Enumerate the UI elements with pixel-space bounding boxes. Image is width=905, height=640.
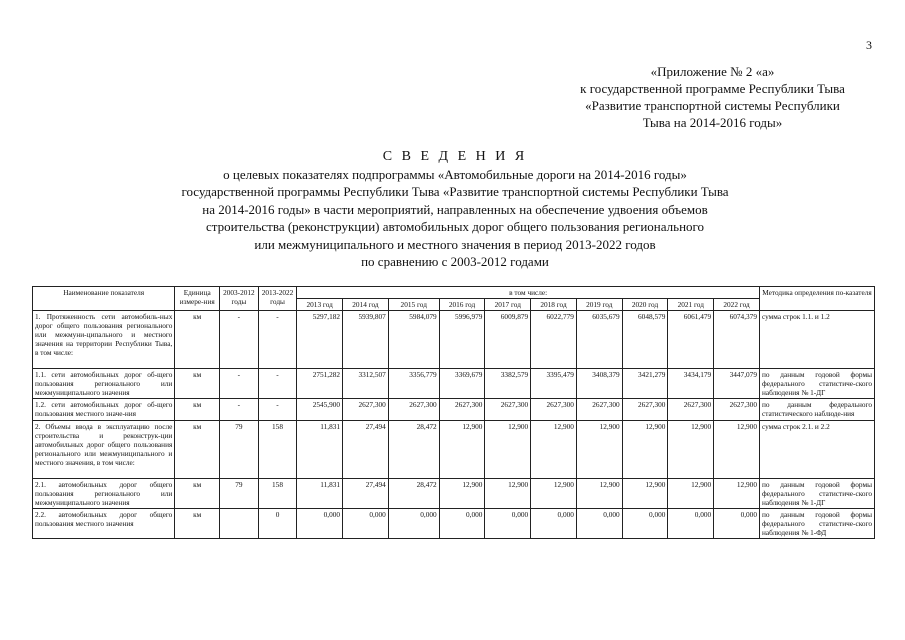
year-value-cell: 0,000 (485, 509, 531, 539)
method-cell: сумма строк 2.1. и 2.2 (759, 421, 874, 479)
year-value-cell: 2627,300 (531, 399, 577, 421)
header-unit: Единица измере-ния (175, 287, 220, 311)
table-row (33, 421, 875, 479)
year-value-cell: 0,000 (439, 509, 485, 539)
year-value-cell: 2627,300 (622, 399, 668, 421)
unit-cell: км (175, 479, 220, 509)
method-cell: по данным федерального статистического наблюде-ния (759, 399, 874, 421)
year-value-cell: 12,900 (714, 479, 760, 509)
year-value-cell: 3421,279 (622, 369, 668, 399)
header-year: 2017 год (485, 299, 531, 311)
unit-cell: км (175, 399, 220, 421)
year-value-cell: 2627,300 (388, 399, 439, 421)
indicator-name-cell: 2.2. автомобильных дорог общего пользования местного значения (33, 509, 175, 539)
appendix-line: Тыва на 2014-2016 годы» (642, 115, 783, 130)
year-value-cell: 0,000 (388, 509, 439, 539)
year-value-cell: 5996,979 (439, 311, 485, 369)
year-value-cell: 5297,182 (297, 311, 343, 369)
year-value-cell: 0,000 (714, 509, 760, 539)
page-number: 3 (866, 38, 872, 52)
year-value-cell: 3395,479 (531, 369, 577, 399)
period-2003-2012-cell: - (220, 311, 259, 369)
year-value-cell: 5939,807 (343, 311, 389, 369)
year-value-cell: 12,900 (622, 479, 668, 509)
year-value-cell: 12,900 (714, 421, 760, 479)
year-value-cell: 6061,479 (668, 311, 714, 369)
year-value-cell: 11,831 (297, 421, 343, 479)
period-2013-2022-cell: - (258, 311, 297, 369)
year-value-cell: 6035,679 (576, 311, 622, 369)
indicator-name-cell: 1. Протяженность сети автомобиль-ных дорог общего пользования регионального или межмуни-ципального и местного значения на территории Республики Тыва, в том числе: (33, 311, 175, 369)
year-value-cell: 0,000 (576, 509, 622, 539)
period-2013-2022-cell: 0 (258, 509, 297, 539)
year-value-cell: 3312,507 (343, 369, 389, 399)
table-row (33, 369, 875, 399)
table-row (33, 479, 875, 509)
header-year: 2020 год (622, 299, 668, 311)
table-row (33, 311, 875, 369)
year-value-cell: 2627,300 (343, 399, 389, 421)
year-value-cell: 27,494 (343, 421, 389, 479)
year-value-cell: 12,900 (439, 479, 485, 509)
year-value-cell: 2751,282 (297, 369, 343, 399)
header-year: 2013 год (297, 299, 343, 311)
period-2003-2012-cell: 79 (220, 421, 259, 479)
unit-cell: км (175, 509, 220, 539)
document-heading (60, 148, 850, 271)
appendix-line: «Приложение № 2 «а» (650, 64, 775, 79)
year-value-cell: 11,831 (297, 479, 343, 509)
period-2003-2012-cell (220, 509, 259, 539)
year-value-cell: 28,472 (388, 421, 439, 479)
year-value-cell: 12,900 (531, 421, 577, 479)
heading-line: о целевых показателях подпрограммы «Автомобильные дороги на 2014-2016 годы» (223, 166, 687, 182)
header-including: в том числе: (297, 287, 760, 299)
header-year: 2015 год (388, 299, 439, 311)
year-value-cell: 12,900 (576, 479, 622, 509)
period-2013-2022-cell: - (258, 369, 297, 399)
year-value-cell: 6074,379 (714, 311, 760, 369)
period-2003-2012-cell: 79 (220, 479, 259, 509)
year-value-cell: 12,900 (622, 421, 668, 479)
appendix-line: «Развитие транспортной системы Республики (585, 98, 840, 113)
header-period-2013-2022: 2013-2022 годы (258, 287, 297, 311)
year-value-cell: 0,000 (343, 509, 389, 539)
unit-cell: км (175, 311, 220, 369)
appendix-block (540, 63, 885, 131)
year-value-cell: 0,000 (531, 509, 577, 539)
indicator-name-cell: 1.1. сети автомобильных дорог об-щего пользования регионального или межмуниципального значения (33, 369, 175, 399)
header-year: 2021 год (668, 299, 714, 311)
period-2013-2022-cell: - (258, 399, 297, 421)
year-value-cell: 12,900 (668, 479, 714, 509)
year-value-cell: 0,000 (622, 509, 668, 539)
indicator-name-cell: 2.1. автомобильных дорог общего пользования регионального или межмуниципального значения (33, 479, 175, 509)
year-value-cell: 2627,300 (576, 399, 622, 421)
year-value-cell: 3356,779 (388, 369, 439, 399)
year-value-cell: 12,900 (485, 479, 531, 509)
appendix-line: к государственной программе Республики Тыва (580, 81, 845, 96)
year-value-cell: 0,000 (297, 509, 343, 539)
method-cell: по данным годовой формы федерального статистиче-ского наблюдения № 1-ДГ (759, 479, 874, 509)
year-value-cell: 12,900 (439, 421, 485, 479)
method-cell: сумма строк 1.1. и 1.2 (759, 311, 874, 369)
indicators-table (32, 286, 875, 539)
unit-cell: км (175, 369, 220, 399)
year-value-cell: 12,900 (576, 421, 622, 479)
header-year: 2016 год (439, 299, 485, 311)
heading-line: государственной программы Республики Тыва «Развитие транспортной системы Республики Тыва (181, 184, 729, 199)
header-name: Наименование показателя (33, 287, 175, 311)
year-value-cell: 27,494 (343, 479, 389, 509)
indicator-name-cell: 1.2. сети автомобильных дорог об-щего пользования местного значе-ния (33, 399, 175, 421)
period-2003-2012-cell: - (220, 369, 259, 399)
heading-line: по сравнению с 2003-2012 годами (361, 254, 549, 269)
year-value-cell: 2545,900 (297, 399, 343, 421)
heading-line: строительства (реконструкции) автомобильных дорог общего пользования регионального (205, 219, 705, 234)
heading-line: на 2014-2016 годы» в части мероприятий, направленных на обеспечение удвоения объемов (202, 201, 708, 217)
header-year: 2014 год (343, 299, 389, 311)
year-value-cell: 3447,079 (714, 369, 760, 399)
period-2003-2012-cell: - (220, 399, 259, 421)
header-year: 2019 год (576, 299, 622, 311)
year-value-cell: 28,472 (388, 479, 439, 509)
year-value-cell: 2627,300 (668, 399, 714, 421)
year-value-cell: 6048,579 (622, 311, 668, 369)
year-value-cell: 0,000 (668, 509, 714, 539)
period-2013-2022-cell: 158 (258, 421, 297, 479)
year-value-cell: 3408,379 (576, 369, 622, 399)
indicator-name-cell: 2. Объемы ввода в эксплуатацию после строительства и реконструк-ции автомобильных дорог общего пользования регионального или межмуниципального и местного значения, в том числе: (33, 421, 175, 479)
year-value-cell: 5984,079 (388, 311, 439, 369)
table-row (33, 399, 875, 421)
year-value-cell: 12,900 (531, 479, 577, 509)
table-row (33, 509, 875, 539)
header-year: 2022 год (714, 299, 760, 311)
year-value-cell: 2627,300 (714, 399, 760, 421)
year-value-cell: 12,900 (668, 421, 714, 479)
method-cell: по данным годовой формы федерального статистиче-ского наблюдения № 1-ФД (759, 509, 874, 539)
header-year: 2018 год (531, 299, 577, 311)
header-period-2003-2012: 2003-2012 годы (220, 287, 259, 311)
year-value-cell: 3369,679 (439, 369, 485, 399)
year-value-cell: 6022,779 (531, 311, 577, 369)
year-value-cell: 6009,879 (485, 311, 531, 369)
document-title: С В Е Д Е Н И Я (382, 149, 528, 164)
unit-cell: км (175, 421, 220, 479)
year-value-cell: 12,900 (485, 421, 531, 479)
heading-line: или межмуниципального и местного значения в период 2013-2022 годов (254, 236, 656, 252)
year-value-cell: 3382,579 (485, 369, 531, 399)
year-value-cell: 3434,179 (668, 369, 714, 399)
year-value-cell: 2627,300 (439, 399, 485, 421)
method-cell: по данным годовой формы федерального статистиче-ского наблюдения № 1-ДГ (759, 369, 874, 399)
header-method: Методика определения по-казателя (759, 287, 874, 311)
year-value-cell: 2627,300 (485, 399, 531, 421)
period-2013-2022-cell: 158 (258, 479, 297, 509)
